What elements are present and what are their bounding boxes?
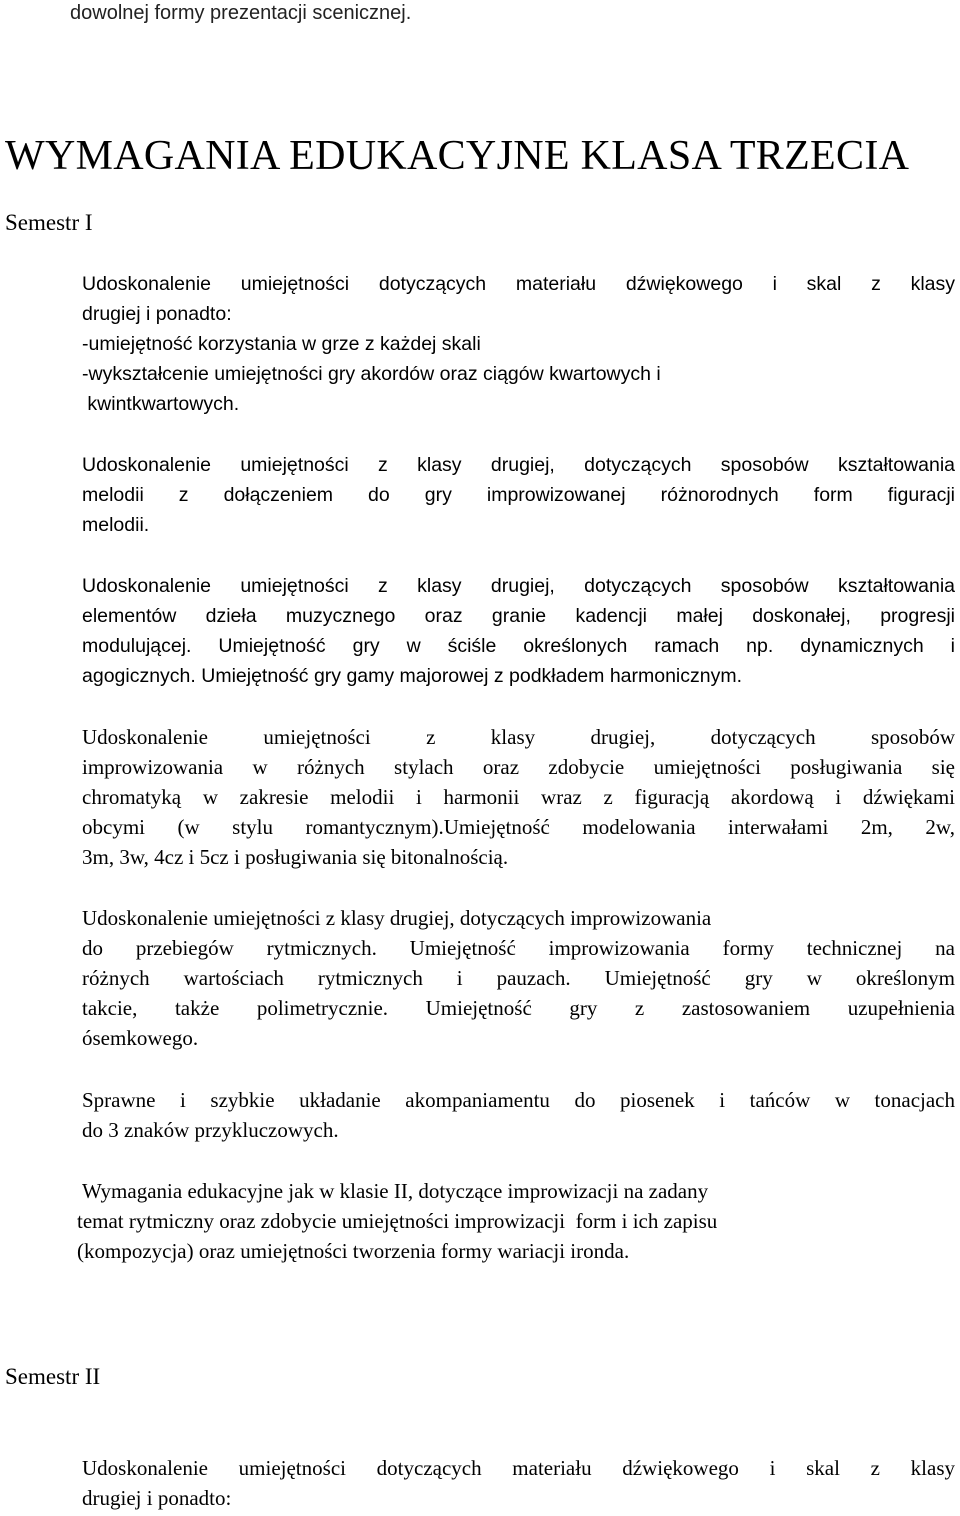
s1-p7-line-2: temat rytmiczny oraz zdobycie umiejętności improwizacji form i ich zapisu <box>77 1209 718 1233</box>
s1-p2-line-3: melodii. <box>82 514 150 536</box>
s1-p1-line-5: kwintkwartowych. <box>82 393 240 415</box>
s1-p4-line-1: Udoskonalenie umiejętności z klasy drugiej, dotyczących sposobów <box>82 725 955 749</box>
s1-p5-line-5: ósemkowego. <box>82 1026 199 1050</box>
s1-p3-line-3: modulującej. Umiejętność gry w ściśle określonych ramach np. dynamicznych i <box>82 635 955 657</box>
s2-p1-line-2: drugiej i ponadto: <box>82 1486 232 1510</box>
s1-p5-line-1: Udoskonalenie umiejętności z klasy drugiej, dotyczących improwizowania <box>82 906 712 930</box>
s1-p7-line-3: (kompozycja) oraz umiejętności tworzenia formy wariacji ironda. <box>77 1239 630 1263</box>
s1-p1-line-3: -umiejętność korzystania w grze z każdej skali <box>82 333 481 355</box>
s1-p4-line-3: chromatyką w zakresie melodii i harmonii wraz z figuracją akordową i dźwiękami <box>82 785 955 809</box>
s1-p4-line-4: obcymi (w stylu romantycznym).Umiejętność modelowania interwałami 2m, 2w, <box>82 815 955 839</box>
s1-p3-line-2: elementów dzieła muzycznego oraz granie kadencji małej doskonałej, progresji <box>82 605 955 627</box>
s1-p6-line-1: Sprawne i szybkie układanie akompaniamentu do piosenek i tańców w tonacjach <box>82 1088 955 1112</box>
top-fragment: dowolnej formy prezentacji scenicznej. <box>70 2 412 24</box>
s1-p4-line-2: improwizowania w różnych stylach oraz zdobycie umiejętności posługiwania się <box>82 755 955 779</box>
s1-p2-line-1: Udoskonalenie umiejętności z klasy drugiej, dotyczących sposobów kształtowania <box>82 454 955 476</box>
s2-p1-line-1: Udoskonalenie umiejętności dotyczących materiału dźwiękowego i skal z klasy <box>82 1456 955 1480</box>
s1-p6-line-2: do 3 znaków przykluczowych. <box>82 1118 339 1142</box>
s1-p1-line-1: Udoskonalenie umiejętności dotyczących materiału dźwiękowego i skal z klasy <box>82 273 955 295</box>
s1-p3-line-4: agogicznych. Umiejętność gry gamy majorowej z podkładem harmonicznym. <box>82 665 743 687</box>
s1-p3-line-1: Udoskonalenie umiejętności z klasy drugiej, dotyczących sposobów kształtowania <box>82 575 955 597</box>
semester-2-heading: Semestr II <box>5 1364 101 1389</box>
s1-p4-line-5: 3m, 3w, 4cz i 5cz i posługiwania się bitonalnością. <box>82 845 509 869</box>
s1-p7-line-1: Wymagania edukacyjne jak w klasie II, dotyczące improwizacji na zadany <box>82 1179 709 1203</box>
s1-p5-line-3: różnych wartościach rytmicznych i pauzach. Umiejętność gry w określonym <box>82 966 955 990</box>
page-title: WYMAGANIA EDUKACYJNE KLASA TRZECIA <box>5 133 910 179</box>
s1-p1-line-4: -wykształcenie umiejętności gry akordów oraz ciągów kwartowych i <box>82 363 661 385</box>
s1-p1-line-2: drugiej i ponadto: <box>82 303 232 325</box>
semester-1-heading: Semestr I <box>5 210 93 235</box>
s1-p2-line-2: melodii z dołączeniem do gry improwizowanej różnorodnych form figuracji <box>82 484 955 506</box>
s1-p5-line-4: takcie, także polimetrycznie. Umiejętność gry z zastosowaniem uzupełnienia <box>82 996 955 1020</box>
s1-p5-line-2: do przebiegów rytmicznych. Umiejętność improwizowania formy technicznej na <box>82 936 955 960</box>
